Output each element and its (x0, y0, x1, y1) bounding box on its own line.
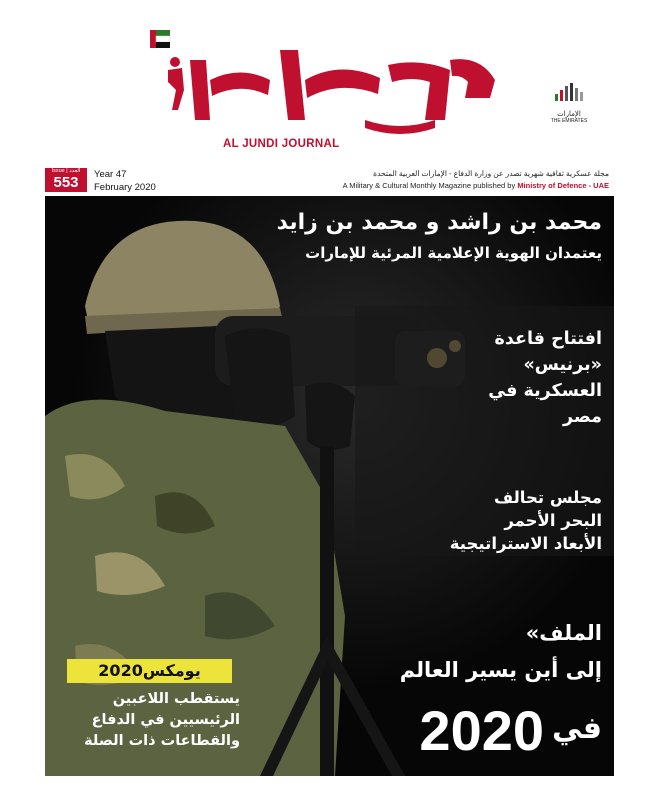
emirates-logo-icon (545, 80, 593, 102)
file-year: 2020 (419, 699, 544, 762)
al-jundi-logo (150, 20, 500, 140)
story-berenice-base: افتتاح قاعدة «برنيس» العسكرية في مصر (488, 329, 602, 427)
story3-line2: البحر الأحمر (504, 511, 602, 530)
issue-date (94, 168, 156, 194)
emirates-label-ar: الإمارات (557, 110, 581, 118)
umex-story: يستقطب اللاعبين الرئيسيين في الدفاع والقطاعات ذات الصلة (84, 691, 240, 749)
publisher-ministry: Ministry of Defence - UAE (517, 181, 609, 190)
issue-number: 553 (53, 174, 79, 191)
story-red-sea-council (442, 486, 602, 555)
file-section-label: الملف» (525, 621, 602, 645)
cover-photo (45, 196, 614, 776)
publisher-line-ar: مجلة عسكرية ثقافية شهرية تصدر عن وزارة الدفاع - الإمارات العربية المتحدة (373, 169, 609, 178)
issue-badge (45, 168, 87, 192)
emirates-label-en: THE EMIRATES (550, 118, 588, 124)
publisher-info (343, 168, 609, 192)
story3-line1: مجلس تحالف (493, 488, 602, 507)
masthead (0, 0, 653, 160)
issue-year: Year 47 (94, 169, 127, 180)
file-section-title: إلى أين يسير العالم (399, 658, 602, 682)
publisher-line-en: A Military & Cultural Monthly Magazine published by (342, 181, 516, 190)
the-emirates-brand (545, 80, 593, 124)
issue-label: Issue | العدد (51, 168, 81, 174)
main-headline: محمد بن راشد و محمد بن زايد (276, 210, 602, 235)
issue-month: February 2020 (94, 182, 156, 193)
umex-badge: يومكس2020 (67, 659, 232, 683)
story3-line3: الأبعاد الاستراتيجية (449, 534, 602, 553)
logo-english-title: AL JUNDI JOURNAL (223, 138, 340, 150)
file-in-word: في (552, 711, 602, 746)
main-headline-sub: يعتمدان الهوية الإعلامية المرئية للإمارات (305, 244, 602, 262)
